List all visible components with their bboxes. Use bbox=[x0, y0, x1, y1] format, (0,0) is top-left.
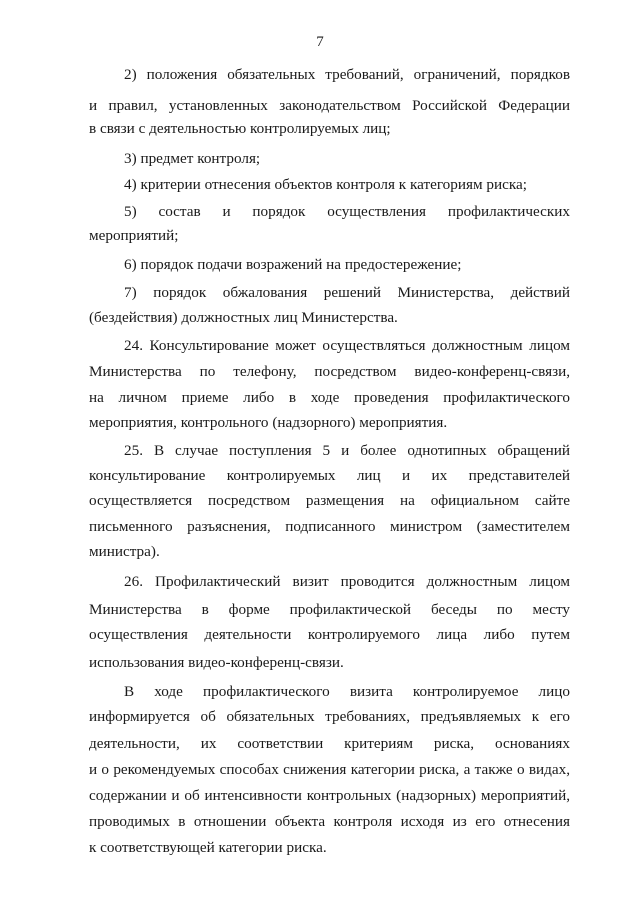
text-line: 2) положения обязательных требований, ограничений, порядков bbox=[124, 66, 570, 83]
text-line: В ходе профилактического визита контролируемое лицо bbox=[124, 683, 570, 700]
text-line: проводимых в отношении объекта контроля исходя из его отнесения bbox=[89, 813, 570, 830]
text-line: и о рекомендуемых способах снижения категории риска, а также о видах, bbox=[89, 761, 570, 778]
text-line: содержании и об интенсивности контрольных (надзорных) мероприятий, bbox=[89, 787, 570, 804]
text-line: 4) критерии отнесения объектов контроля к категориям риска; bbox=[124, 176, 527, 193]
text-line: мероприятий; bbox=[89, 227, 179, 244]
text-line: в связи с деятельностью контролируемых лиц; bbox=[89, 120, 391, 137]
text-line: Министерства по телефону, посредством видео-конференц-связи, bbox=[89, 363, 570, 380]
text-line: 5) состав и порядок осуществления профилактических bbox=[124, 203, 570, 220]
text-line: 26. Профилактический визит проводится должностным лицом bbox=[124, 573, 570, 590]
text-line: консультирование контролируемых лиц и их представителей bbox=[89, 467, 570, 484]
text-line: Министерства в форме профилактической беседы по месту bbox=[89, 601, 570, 618]
text-line: на личном приеме либо в ходе проведения профилактического bbox=[89, 389, 570, 406]
text-line: осуществляется посредством размещения на официальном сайте bbox=[89, 492, 570, 509]
text-line: использования видео-конференц-связи. bbox=[89, 654, 344, 671]
text-line: деятельности, их соответствии критериям риска, основаниях bbox=[89, 735, 570, 752]
text-line: информируется об обязательных требованиях, предъявляемых к его bbox=[89, 708, 570, 725]
text-line: к соответствующей категории риска. bbox=[89, 839, 327, 856]
text-line: 7) порядок обжалования решений Министерства, действий bbox=[124, 284, 570, 301]
text-line: 3) предмет контроля; bbox=[124, 150, 261, 167]
text-line: министра). bbox=[89, 543, 160, 560]
text-line: осуществления деятельности контролируемого лица либо путем bbox=[89, 626, 570, 643]
text-line: 24. Консультирование может осуществляться должностным лицом bbox=[124, 337, 570, 354]
text-line: мероприятия, контрольного (надзорного) мероприятия. bbox=[89, 414, 448, 431]
text-line: и правил, установленных законодательством Российской Федерации bbox=[89, 97, 570, 114]
text-line: письменного разъяснения, подписанного министром (заместителем bbox=[89, 518, 570, 535]
text-line: 6) порядок подачи возражений на предостережение; bbox=[124, 256, 462, 273]
text-line: (бездействия) должностных лиц Министерства. bbox=[89, 309, 398, 326]
page-number: 7 bbox=[316, 34, 324, 50]
text-line: 25. В случае поступления 5 и более однотипных обращений bbox=[124, 442, 570, 459]
